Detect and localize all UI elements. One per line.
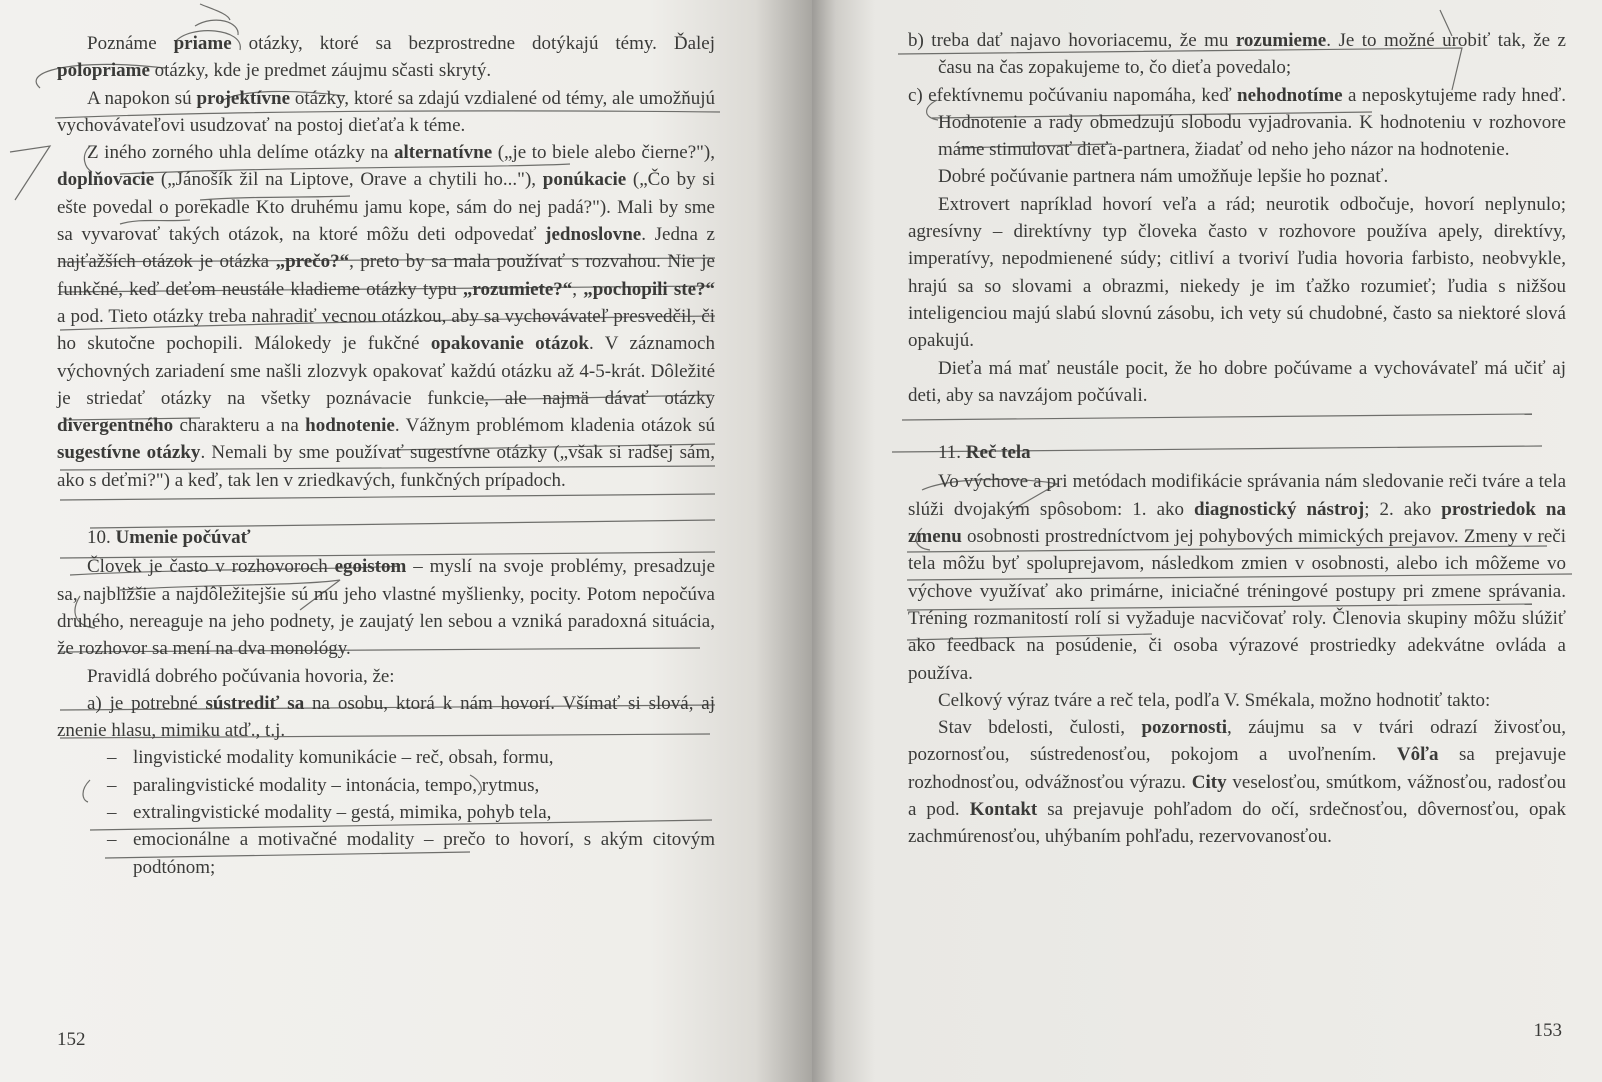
text-run: sa prejavuje pohľadom do očí, srdečnosťou, dôvernosťou, opak zachmúrenosťou, uhýbaním pohľadu, rezervovanosťou. [908, 799, 1566, 848]
paragraph-question-types [57, 30, 715, 85]
bold-term: polopriame [57, 60, 150, 82]
text-run: – myslí na svoje problémy, presadzuje sa, najbližšie a najdôležitejšie sú mu jeho vlastné myšlienky, pocity. Potom nepočúva druhého, nereaguje na jeho podnety, je zaujatý len sebou a vzniká paradoxná situácia, že rozhovor sa mení na dva monológy. [57, 556, 716, 660]
bold-term: priame [173, 33, 232, 54]
bold-term: pozornosti [1141, 717, 1227, 739]
text-run: otázky, kde je predmet záujmu sčasti skrytý. [149, 60, 492, 82]
section-title: Umenie počúvať [115, 527, 251, 549]
list-item-text: extralingvistické modality – gestá, mimika, pohyb tela, [133, 802, 552, 824]
bold-term: City [1191, 771, 1227, 793]
text-run: sa prejavuje rozhodnosťou, odvážnosťou výrazu. [908, 744, 1566, 793]
list-item [107, 744, 715, 771]
text-run: Človek je často v rozhovoroch [87, 556, 335, 578]
list-item-a [57, 690, 715, 745]
bold-term: Vôľa [1396, 744, 1439, 766]
text-run: a pod. Tieto otázky treba nahradiť vecnou otázkou, aby sa vychovávateľ presvedčil, či ho skutočne pochopili. Málokedy je fukčné [57, 305, 715, 355]
dash-bullet: – [107, 774, 117, 796]
text-run: , [572, 278, 584, 300]
paragraph-projective-questions [57, 85, 715, 140]
text-run: osobnosti prostredníctvom jej pohybových mimických prejavov. Zmeny v reči tela môžu byť spoluprejavom, následkom zmien v osobnosti, alebo ich môžeme vo výchove využívať ako primárne, iniciačné tréningové postupy pri zmene správania. Tréning rozmanitostí rolí si vyžaduje nacvičovať roly. Členovia skupiny môžu slúžiť ako feedback na posúdenie, či osoba výrazové prostriedky adekvátne ovláda a používa. [908, 526, 1566, 684]
bold-term: opakovanie otázok [430, 333, 589, 355]
dash-bullet: – [107, 829, 117, 851]
bold-term: sústrediť sa [205, 692, 305, 714]
list-item-text: paralingvistické modality – intonácia, tempo, rytmus, [133, 774, 540, 796]
list-item-b [908, 27, 1566, 82]
bold-term: „rozumiete?“ [462, 278, 573, 300]
dash-bullet: – [107, 747, 117, 769]
page-number-left: 152 [57, 1029, 86, 1050]
text-run: Dobré počúvanie partnera nám umožňuje lepšie ho poznať. [938, 166, 1389, 188]
text-run: . Jedna z najťažších otázok je otázka [57, 224, 715, 273]
text-run: („Čo by si ešte povedal o porekadle Kto druhému jamu kope, sám do nej padá?"). Mali by sme sa vyvarovať takých otázok, na ktoré môžu deti odpovedať [57, 169, 716, 246]
text-run: Poznáme [87, 33, 174, 54]
paragraph-smekal [908, 687, 1566, 714]
list-item [107, 799, 715, 826]
bold-term: Kontakt [969, 799, 1038, 821]
bold-term: diagnostický nástroj [1194, 498, 1365, 520]
bold-term: nehodnotíme [1237, 84, 1343, 106]
paragraph-good-listening [908, 163, 1566, 190]
text-run: ; 2. ako [1364, 498, 1442, 520]
bold-term: doplňovacie [57, 169, 155, 191]
dash-bullet: – [107, 802, 117, 824]
text-run: Stav bdelosti, čulosti, [938, 717, 1142, 739]
paragraph-egoism [57, 553, 715, 662]
text-run: Dieťa má mať neustále pocit, že ho dobre počúvame a vychovávateľ má učiť aj deti, aby sa navzájom počúvali. [908, 357, 1566, 406]
left-text-column [57, 30, 715, 881]
text-run: , preto by sa mala používať s rozvahou. Nie je funkčné, keď deťom neustále kladieme otázky typu [57, 251, 715, 300]
paragraph-personality-types [908, 191, 1566, 355]
bold-term: rozumieme [1235, 30, 1327, 51]
text-run: A napokon sú [87, 87, 197, 109]
text-run: („Jánošík žil na Liptove, Orave a chytili ho..."), [154, 169, 543, 191]
section-heading-11 [908, 439, 1566, 466]
text-run: Vo výchove a pri metódach modifikácie správania nám sledovanie reči tváre a tela slúži dvojakým spôsobom: 1. ako [908, 471, 1566, 520]
text-run: Z iného zorného uhla delíme otázky na [87, 142, 394, 164]
page-number-right: 153 [1533, 1020, 1562, 1041]
list-item [107, 772, 715, 799]
text-run: b) treba dať najavo hovoriacemu, že mu [908, 30, 1236, 51]
paragraph-expression-states [908, 714, 1566, 850]
list-item-text: emocionálne a motivačné modality – prečo to hovorí, s akým citovým podtónom; [133, 829, 715, 878]
text-run: c) efektívnemu počúvaniu napomáha, keď [908, 84, 1238, 106]
text-run: otázky, ktoré sa zdajú vzdialené od témy, ale umožňujú vychovávateľovi usudzovať na postoj dieťaťa k téme. [57, 87, 715, 136]
text-run: . Je to možné urobiť tak, že z času na čas zopakujeme to, čo dieťa povedalo; [938, 30, 1566, 79]
right-page [812, 0, 1602, 1082]
right-text-column [908, 27, 1566, 851]
list-item-text: lingvistické modality komunikácie – reč, obsah, formu, [133, 747, 554, 769]
text-run: . V záznamoch výchovných zariadení sme našli zlozvyk opakovať každú otázku až 4-5-krát. Dôležité je striedať otázky na všetky poznávacie funkcie, ale najmä dávať otázky [57, 333, 715, 409]
list-item [107, 826, 715, 881]
bold-term: jednoslovne [545, 224, 642, 246]
bold-term: prostriedok na zmenu [908, 498, 1567, 548]
section-title: Reč tela [965, 442, 1031, 464]
bold-term: projektívne [196, 87, 291, 109]
bold-term: hodnotenie [305, 415, 395, 437]
section-number: 10. [87, 527, 111, 549]
text-run: . Vážnym problémom kladenia otázok sú [394, 415, 715, 437]
list-item-c [908, 82, 1566, 164]
paragraph-body-language [908, 468, 1566, 686]
bold-term: egoistom [334, 556, 407, 578]
text-run: . Nemali by sme používať sugestívne otázky („však si radšej sám, ako s deťmi?") a keď, tak len v zriedkavých, funkčných prípadoch. [57, 442, 715, 491]
bold-term: divergentného [57, 415, 174, 437]
section-number: 11. [938, 442, 962, 464]
text-run: a) je potrebné [87, 692, 206, 714]
text-run: charakteru a na [173, 415, 306, 437]
bold-term: ponúkacie [542, 169, 627, 191]
text-run: , záujmu sa v tvári odrazí živosťou, pozornosťou, sústredenosťou, pokojom a uvoľnením. [908, 717, 1566, 766]
bold-term: „prečo?“ [275, 251, 350, 273]
text-run: Extrovert napríklad hovorí veľa a rád; neurotik odbočuje, hovorí neplynulo; agresívny – direktívny typ človeka často v rozhovore používa apely, direktívy, imperatívy, nepodmienené súdy; citliví a tvoriví ľudia hovoria farbisto, neobvykle, hrajú sa so slovami a obrazmi, niekedy je im ťažko rozumieť; ľudia s nižšou inteligenciou majú slabú slovnú zásobu, ich vety sú chudobné, často sa niektoré slová opakujú. [908, 193, 1566, 352]
text-run: otázky, ktoré sa bezprostredne dotýkajú témy. Ďalej [231, 33, 715, 54]
text-run: a neposkytujeme rady hneď. Hodnotenie a rady obmedzujú slobodu vyjadrovania. K hodnoteniu v rozhovore máme stimulovať dieťa-partnera, žiadať od neho jeho názor na hodnotenie. [938, 84, 1566, 161]
text-run: („je to biele alebo čierne?"), [492, 142, 715, 164]
text-run: veselosťou, smútkom, vážnosťou, radosťou a pod. [908, 771, 1566, 821]
bold-term: sugestívne otázky [57, 442, 201, 464]
text-run: na osobu, ktorá k nám hovorí. Všímať si slová, aj znenie hlasu, mimiku atď., t.j. [57, 692, 716, 742]
paragraph-child-listening [908, 355, 1566, 410]
bold-term: alternatívne [394, 142, 493, 164]
modality-list [57, 744, 715, 880]
paragraph-question-angles [57, 139, 715, 494]
text-run: Celkový výraz tváre a reč tela, podľa V. Smékala, možno hodnotiť takto: [938, 689, 1491, 711]
section-heading-10 [57, 524, 715, 551]
bold-term: „pochopili ste?“ [583, 278, 716, 300]
listening-rules-intro: Pravidlá dobrého počúvania hovoria, že: [87, 665, 395, 687]
